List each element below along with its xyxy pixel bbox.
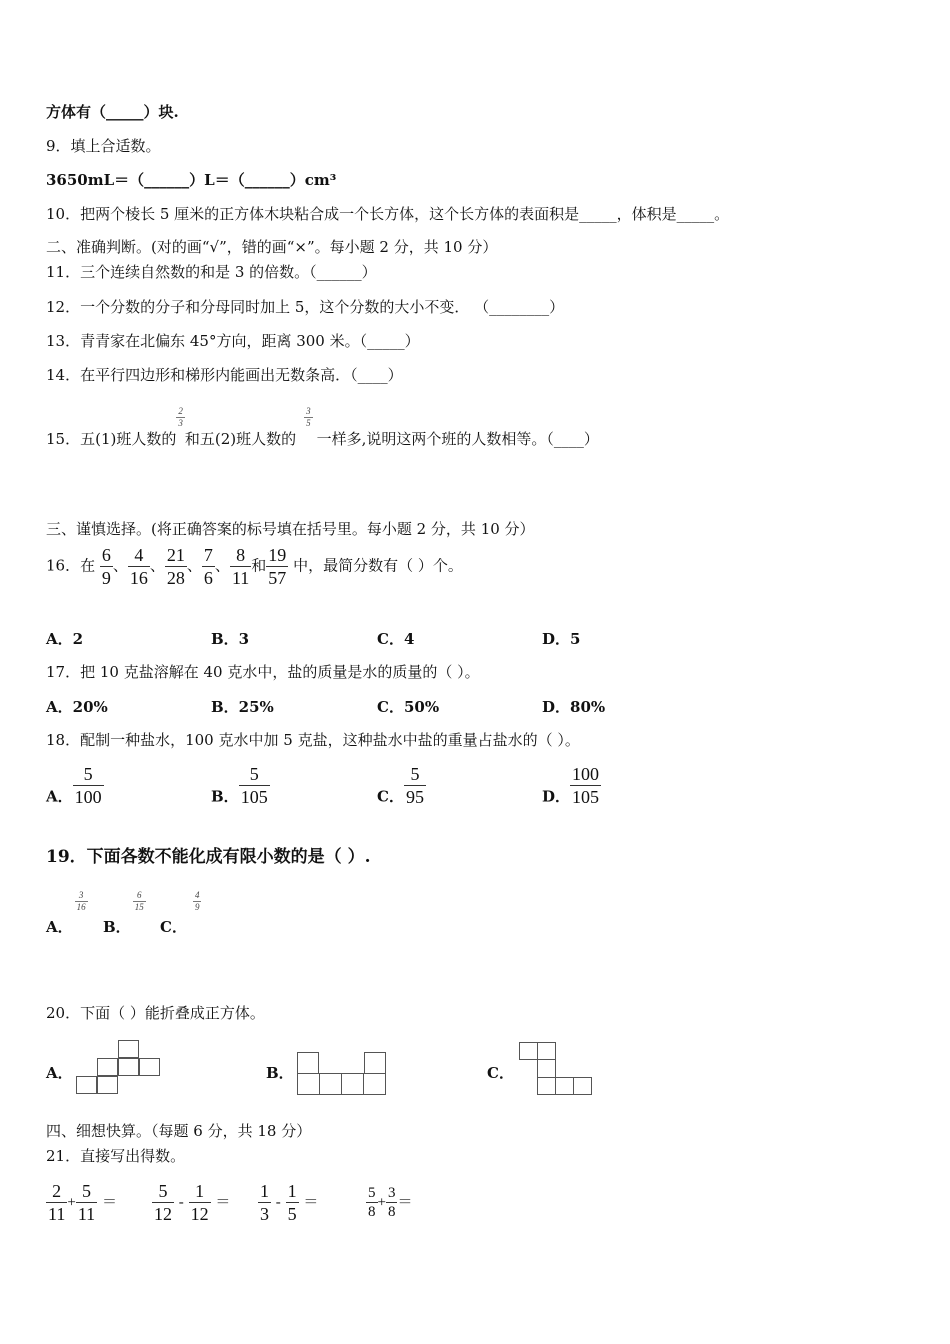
net-square	[76, 1076, 97, 1094]
net-square	[297, 1052, 319, 1074]
q19-text: 19．下面各数不能化成有限小数的是（ ）.	[46, 847, 371, 867]
net-square	[118, 1058, 139, 1076]
q8-tail: 方体有（_____）块.	[46, 103, 179, 121]
q16-sep: 、	[214, 556, 230, 575]
q16-fraction-5: $\frac{8}{11}$	[231, 545, 250, 588]
q18-option-c[interactable]: C． $\frac{5}{95}$	[377, 764, 424, 807]
net-square	[341, 1073, 364, 1095]
q18-option-d-fraction: $\frac{100}{105}$	[572, 764, 600, 807]
q19-option-b[interactable]: B． $\frac{6}{15}$	[103, 890, 144, 936]
q17-option-a[interactable]: A．20%	[46, 698, 108, 716]
q18-option-b-fraction: $\frac{5}{105}$	[240, 764, 268, 807]
q21-expr3-fraction-b: $\frac{1}{5}$	[287, 1181, 297, 1224]
q20-text: 20．下面（ ）能折叠成正方体。	[46, 1004, 265, 1022]
q19-option-b-fraction: $\frac{6}{15}$	[134, 890, 144, 912]
q21-expression-3: $\frac{1}{3}$ - $\frac{1}{5}$ ＝	[260, 1181, 319, 1224]
q16-sep: 、	[149, 556, 165, 575]
net-square	[118, 1040, 139, 1058]
q21-expression-1: $\frac{2}{11}$ + $\frac{5}{11}$ ＝	[48, 1181, 117, 1224]
q16-sep: 、	[186, 556, 202, 575]
q16-option-b[interactable]: B．3	[211, 630, 250, 648]
q15-fraction-2: $\frac{3}{5}$	[306, 406, 311, 428]
q16-fraction-3: $\frac{21}{28}$	[166, 545, 185, 588]
net-square	[364, 1052, 386, 1074]
net-square	[319, 1073, 342, 1095]
q10-text: 10．把两个棱长 5 厘米的正方体木块粘合成一个长方体，这个长方体的表面积是_____，体积是_____。	[46, 205, 730, 223]
q19-option-c[interactable]: C． $\frac{4}{9}$	[160, 890, 200, 936]
q18-text: 18．配制一种盐水，100 克水中加 5 克盐，这种盐水中盐的重量占盐水的（ ）。	[46, 731, 580, 749]
q17-option-c[interactable]: C．50%	[377, 698, 440, 716]
q9-label: 9．填上合适数。	[46, 137, 161, 155]
net-square	[573, 1077, 592, 1095]
q21-expr4-fraction-a: $\frac{5}{8}$	[368, 1185, 376, 1220]
q15-mid: 和五(2)班人数的	[184, 430, 297, 448]
q21-expression-4: $\frac{5}{8}$ + $\frac{3}{8}$ ＝	[368, 1185, 413, 1220]
q18-option-c-fraction: $\frac{5}{95}$	[405, 764, 424, 807]
q16-fraction-2: $\frac{4}{16}$	[129, 545, 148, 588]
q16-sep: 、	[112, 556, 128, 575]
q15-text	[46, 406, 599, 448]
q20-option-b[interactable]: B．	[266, 1064, 294, 1082]
net-square	[97, 1076, 118, 1094]
q21-expr2-fraction-a: $\frac{5}{12}$	[154, 1181, 172, 1224]
q21-expression-2: $\frac{5}{12}$ - $\frac{1}{12}$ ＝	[154, 1181, 231, 1224]
q16-option-c[interactable]: C．4	[377, 630, 415, 648]
net-square	[555, 1077, 574, 1095]
net-square	[519, 1042, 538, 1060]
q11-text: 11．三个连续自然数的和是 3 的倍数。（______）	[46, 263, 377, 281]
q20-option-c[interactable]: C．	[487, 1064, 514, 1082]
q18-option-a[interactable]: A． $\frac{5}{100}$	[46, 764, 102, 807]
q21-expr1-fraction-b: $\frac{5}{11}$	[77, 1181, 96, 1224]
q21-text: 21．直接写出得数。	[46, 1147, 186, 1165]
q20-option-a[interactable]: A．	[46, 1064, 73, 1082]
q16-fraction-1: $\frac{6}{9}$	[101, 545, 111, 588]
q15-fraction-1: $\frac{2}{3}$	[178, 406, 183, 428]
q19-option-a[interactable]: A． $\frac{3}{16}$	[46, 890, 86, 936]
net-square	[97, 1058, 118, 1076]
q18-option-b[interactable]: B． $\frac{5}{105}$	[211, 764, 268, 807]
q15-pre: 15．五(1)班人数的	[46, 430, 177, 448]
q12-text: 12．一个分数的分子和分母同时加上 5，这个分数的大小不变． （________）	[46, 298, 565, 316]
net-square	[537, 1042, 556, 1060]
q16-option-a[interactable]: A．2	[46, 630, 84, 648]
q16-fraction-6: $\frac{19}{57}$	[268, 545, 287, 588]
q15-post: 一样多,说明这两个班的人数相等。（____）	[316, 430, 599, 448]
q18-option-d[interactable]: D． $\frac{100}{105}$	[542, 764, 600, 807]
q21-expr1-fraction-a: $\frac{2}{11}$	[48, 1181, 66, 1224]
q16-text	[46, 544, 463, 589]
section-2-heading: 二、准确判断。(对的画“√”，错的画“×”。每小题 2 分，共 10 分）	[46, 238, 498, 256]
q16-fraction-4: $\frac{7}{6}$	[203, 545, 213, 588]
net-square	[363, 1073, 386, 1095]
q16-and: 和	[251, 556, 267, 575]
q16-post: 中，最简分数有（ ）个。	[293, 556, 463, 575]
q17-option-b[interactable]: B．25%	[211, 698, 274, 716]
q14-text: 14．在平行四边形和梯形内能画出无数条高．（____）	[46, 366, 403, 384]
q21-expr4-fraction-b: $\frac{3}{8}$	[387, 1185, 396, 1220]
q17-text: 17．把 10 克盐溶解在 40 克水中，盐的质量是水的质量的（ ）。	[46, 663, 480, 681]
net-square	[139, 1058, 160, 1076]
q13-text: 13．青青家在北偏东 45°方向，距离 300 米。（_____）	[46, 332, 420, 350]
net-square	[297, 1073, 320, 1095]
q19-option-c-fraction: $\frac{4}{9}$	[194, 890, 200, 912]
section-4-heading: 四、细想快算。（每题 6 分，共 18 分）	[46, 1122, 312, 1140]
q9-line: 3650mL＝（______）L＝（______）cm³	[46, 171, 337, 189]
net-square	[537, 1077, 556, 1095]
q21-expr2-fraction-b: $\frac{1}{12}$	[190, 1181, 209, 1224]
q19-option-a-fraction: $\frac{3}{16}$	[76, 890, 86, 912]
q16-option-d[interactable]: D．5	[542, 630, 581, 648]
q16-pre: 16．在	[46, 556, 96, 575]
net-square	[537, 1059, 556, 1078]
section-3-heading: 三、谨慎选择。(将正确答案的标号填在括号里。每小题 2 分，共 10 分）	[46, 520, 535, 538]
q17-option-d[interactable]: D．80%	[542, 698, 606, 716]
q18-option-a-fraction: $\frac{5}{100}$	[74, 764, 102, 807]
q21-expr3-fraction-a: $\frac{1}{3}$	[260, 1181, 269, 1224]
